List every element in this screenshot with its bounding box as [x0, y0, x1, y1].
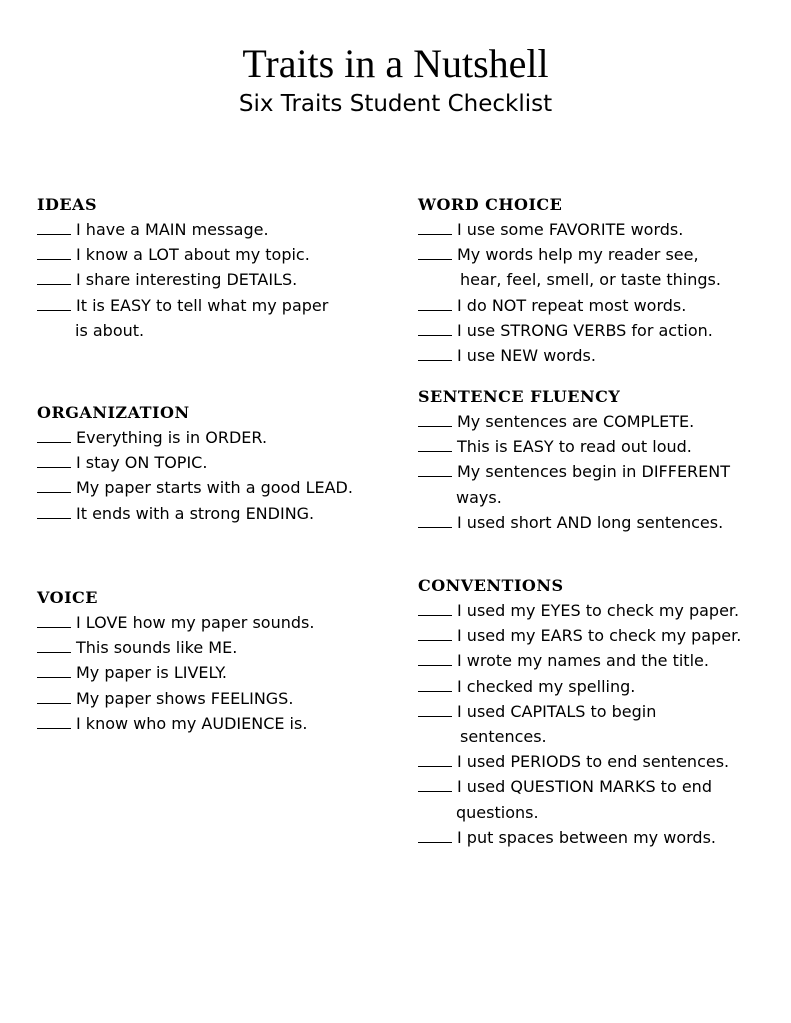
checklist-item: I use NEW words.: [418, 343, 721, 368]
checklist-item: I used short AND long sentences.: [418, 510, 730, 535]
checklist-item: I know a LOT about my topic.: [37, 242, 328, 267]
section-heading: WORD CHOICE: [418, 195, 563, 214]
checklist-item: I used PERIODS to end sentences.: [418, 749, 741, 774]
checklist-item: I have a MAIN message.: [37, 217, 328, 242]
check-blank[interactable]: [418, 601, 452, 616]
check-blank[interactable]: [418, 626, 452, 641]
checklist-item: My sentences begin in DIFFERENT ways.: [418, 459, 730, 509]
section-word-choice: [418, 192, 721, 368]
section-sentence-fluency: [418, 384, 730, 535]
checklist-item: I wrote my names and the title.: [418, 648, 741, 673]
checklist-item: I stay ON TOPIC.: [37, 450, 353, 475]
checklist-item: My paper shows FEELINGS.: [37, 686, 314, 711]
check-blank[interactable]: [418, 513, 452, 528]
check-blank[interactable]: [418, 220, 452, 235]
check-blank[interactable]: [37, 504, 71, 519]
check-blank[interactable]: [418, 437, 452, 452]
section-ideas: [37, 192, 328, 343]
section-heading: SENTENCE FLUENCY: [418, 387, 621, 406]
checklist-item: I used my EYES to check my paper.: [418, 598, 741, 623]
check-blank[interactable]: [37, 428, 71, 443]
check-blank[interactable]: [418, 346, 452, 361]
check-blank[interactable]: [37, 714, 71, 729]
check-blank[interactable]: [418, 245, 452, 260]
checklist-item: Everything is in ORDER.: [37, 425, 353, 450]
check-blank[interactable]: [37, 663, 71, 678]
checklist-item: I checked my spelling.: [418, 674, 741, 699]
check-blank[interactable]: [418, 651, 452, 666]
check-blank[interactable]: [37, 478, 71, 493]
checklist-item: I use some FAVORITE words.: [418, 217, 721, 242]
check-blank[interactable]: [418, 777, 452, 792]
checklist-item: I do NOT repeat most words.: [418, 293, 721, 318]
checklist-item: My paper starts with a good LEAD.: [37, 475, 353, 500]
check-blank[interactable]: [418, 828, 452, 843]
check-blank[interactable]: [37, 270, 71, 285]
checklist-item: My words help my reader see, hear, feel, smell, or taste things.: [418, 242, 721, 292]
checklist-item: My paper is LIVELY.: [37, 660, 314, 685]
checklist-item: I know who my AUDIENCE is.: [37, 711, 314, 736]
checklist-item: My sentences are COMPLETE.: [418, 409, 730, 434]
section-heading: IDEAS: [37, 195, 98, 214]
page-subtitle: Six Traits Student Checklist: [238, 91, 553, 117]
checklist-item: I used my EARS to check my paper.: [418, 623, 741, 648]
checklist-item: I put spaces between my words.: [418, 825, 741, 850]
section-conventions: [418, 573, 741, 850]
check-blank[interactable]: [37, 245, 71, 260]
checklist-item: I used QUESTION MARKS to end questions.: [418, 774, 741, 824]
checklist-item: It is EASY to tell what my paper is about.: [37, 293, 328, 343]
page-title: Traits in a Nutshell: [242, 41, 549, 86]
check-blank[interactable]: [418, 296, 452, 311]
checklist-item: I LOVE how my paper sounds.: [37, 610, 314, 635]
section-heading: ORGANIZATION: [37, 403, 190, 422]
check-blank[interactable]: [418, 462, 452, 477]
section-organization: [37, 400, 353, 526]
section-voice: [37, 585, 314, 736]
checklist-item: I used CAPITALS to begin sentences.: [418, 699, 741, 749]
checklist-item: This is EASY to read out loud.: [418, 434, 730, 459]
check-blank[interactable]: [418, 752, 452, 767]
check-blank[interactable]: [37, 613, 71, 628]
check-blank[interactable]: [37, 220, 71, 235]
check-blank[interactable]: [37, 296, 71, 311]
checklist-item: I use STRONG VERBS for action.: [418, 318, 721, 343]
check-blank[interactable]: [418, 702, 452, 717]
section-heading: VOICE: [37, 588, 98, 607]
check-blank[interactable]: [418, 677, 452, 692]
check-blank[interactable]: [37, 638, 71, 653]
check-blank[interactable]: [418, 321, 452, 336]
section-heading: CONVENTIONS: [418, 576, 564, 595]
check-blank[interactable]: [37, 453, 71, 468]
checklist-item: This sounds like ME.: [37, 635, 314, 660]
check-blank[interactable]: [418, 412, 452, 427]
checklist-item: I share interesting DETAILS.: [37, 267, 328, 292]
checklist-item: It ends with a strong ENDING.: [37, 501, 353, 526]
check-blank[interactable]: [37, 689, 71, 704]
